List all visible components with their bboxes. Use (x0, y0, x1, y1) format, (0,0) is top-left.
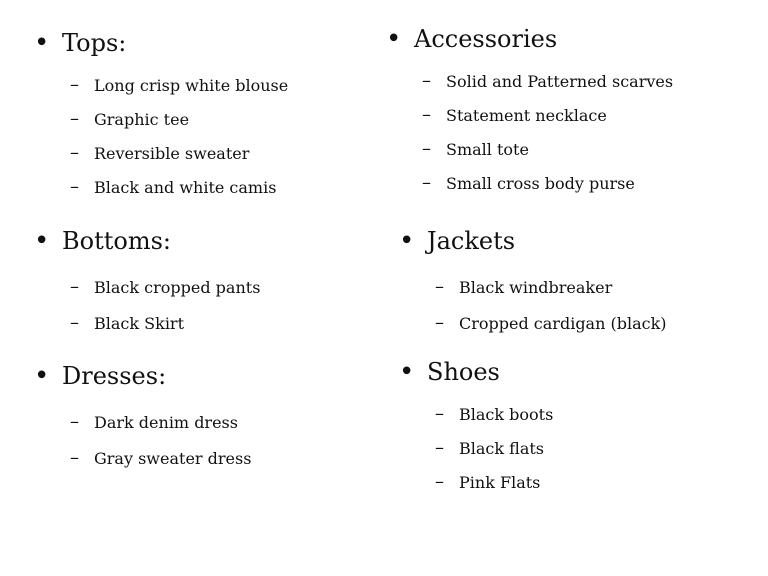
section-title: Dresses: (62, 362, 167, 390)
dash-icon: – (70, 108, 79, 129)
list-item-text: Reversible sweater (94, 144, 250, 163)
list-item-text: Graphic tee (94, 110, 190, 129)
dash-icon: – (435, 471, 444, 492)
dash-icon: – (435, 403, 444, 424)
dash-icon: – (70, 312, 79, 333)
dash-icon: – (422, 104, 431, 125)
dash-icon: – (70, 142, 79, 163)
list-item-text: Solid and Patterned scarves (446, 72, 674, 91)
list-item-text: Black windbreaker (459, 278, 613, 297)
dash-icon: – (70, 447, 79, 468)
bullet-icon: • (399, 226, 415, 256)
dash-icon: – (422, 138, 431, 159)
section-title: Bottoms: (62, 227, 171, 255)
dash-icon: – (422, 70, 431, 91)
list-item-text: Pink Flats (459, 473, 541, 492)
list-item-text: Black flats (459, 439, 545, 458)
list-item-text: Small cross body purse (446, 174, 635, 193)
dash-icon: – (422, 172, 431, 193)
dash-icon: – (435, 312, 444, 333)
bullet-icon: • (386, 24, 402, 54)
dash-icon: – (70, 411, 79, 432)
bullet-icon: • (34, 28, 50, 58)
section-title: Shoes (427, 358, 500, 386)
section-title: Tops: (62, 29, 127, 57)
dash-icon: – (435, 437, 444, 458)
list-item-text: Long crisp white blouse (94, 76, 289, 95)
list-item-text: Dark denim dress (94, 413, 238, 432)
list-item-text: Statement necklace (446, 106, 607, 125)
bullet-icon: • (34, 361, 50, 391)
dash-icon: – (70, 276, 79, 297)
dash-icon: – (70, 74, 79, 95)
list-item-text: Small tote (446, 140, 529, 159)
list-item-text: Gray sweater dress (94, 449, 252, 468)
list-item-text: Cropped cardigan (black) (459, 314, 667, 333)
list-item-text: Black cropped pants (94, 278, 261, 297)
dash-icon: – (435, 276, 444, 297)
bullet-icon: • (399, 357, 415, 387)
bullet-icon: • (34, 226, 50, 256)
dash-icon: – (70, 176, 79, 197)
list-item-text: Black boots (459, 405, 554, 424)
list-item-text: Black Skirt (94, 314, 185, 333)
list-item-text: Black and white camis (94, 178, 277, 197)
section-title: Accessories (414, 25, 558, 53)
section-title: Jackets (427, 227, 516, 255)
